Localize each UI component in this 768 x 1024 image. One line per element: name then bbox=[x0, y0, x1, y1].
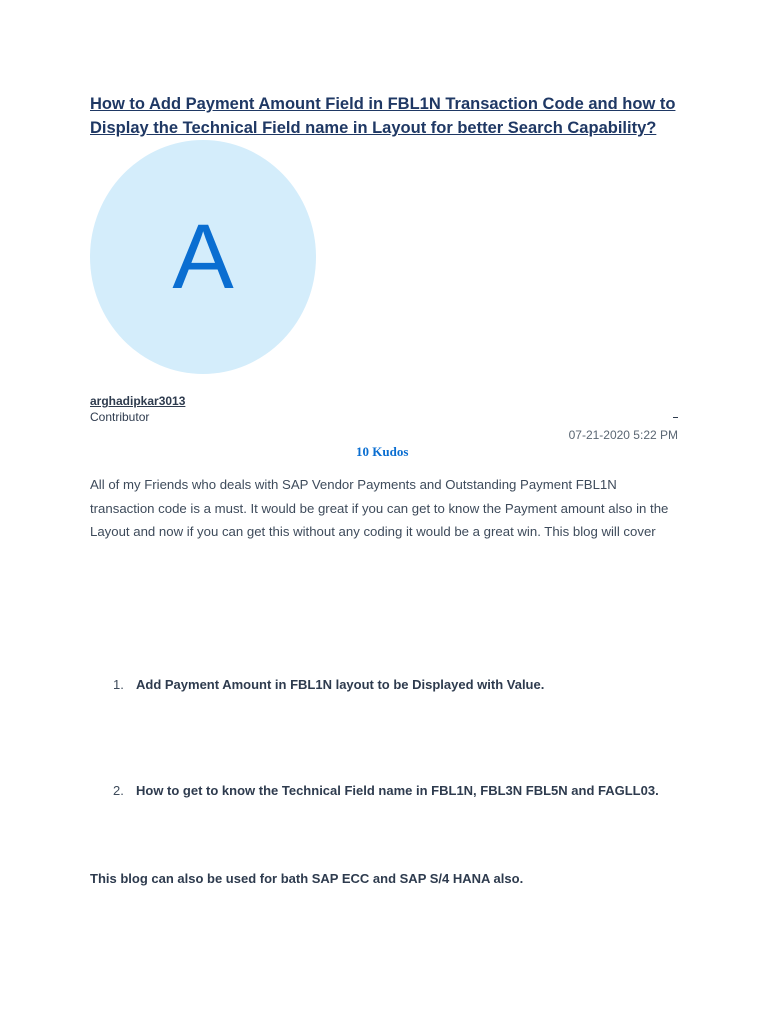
list-text: How to get to know the Technical Field name in FBL1N, FBL3N FBL5N and FAGLL03. bbox=[136, 783, 659, 798]
author-name-link[interactable]: arghadipkar3013 bbox=[90, 394, 186, 408]
author-role: Contributor bbox=[90, 410, 150, 424]
avatar-initial: A bbox=[172, 206, 234, 308]
intro-paragraph: All of my Friends who deals with SAP Vendor Payments and Outstanding Payment FBL1N transaction code is a must. It would be great if you can get to know the Payment amount also in the Layout and now if you can get this without any coding it would be a great win. This blog will cover bbox=[90, 477, 669, 539]
post-date: 07-21-2020 5:22 PM bbox=[568, 428, 678, 442]
list-number: 1. bbox=[113, 677, 124, 692]
closing-paragraph: This blog can also be used for bath SAP ECC and SAP S/4 HANA also. bbox=[90, 871, 524, 886]
article-title[interactable]: How to Add Payment Amount Field in FBL1N Transaction Code and how to Display the Technical Field name in Layout for better Search Capability? bbox=[90, 95, 676, 137]
kudos-count[interactable]: 10 Kudos bbox=[356, 444, 409, 459]
list-text: Add Payment Amount in FBL1N layout to be Displayed with Value. bbox=[136, 677, 545, 692]
list-number: 2. bbox=[113, 783, 124, 798]
date-divider bbox=[673, 417, 678, 418]
avatar[interactable] bbox=[90, 140, 316, 374]
